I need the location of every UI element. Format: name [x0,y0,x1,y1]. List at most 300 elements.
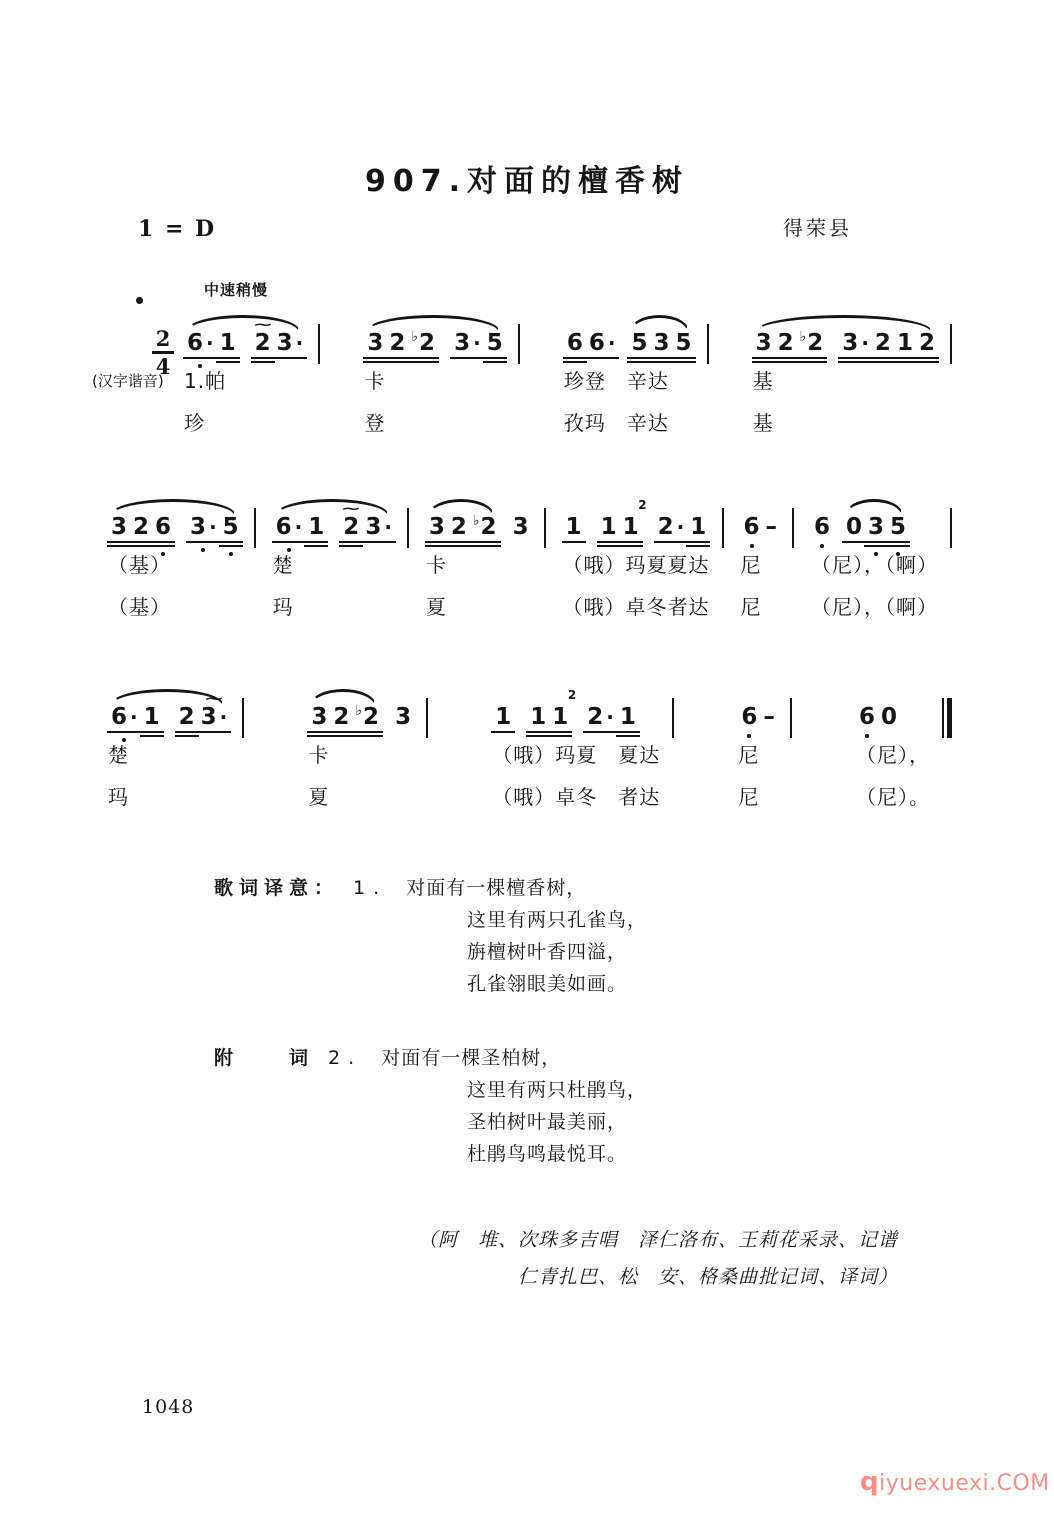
measure [741,496,781,618]
note [798,329,826,356]
notes-row [184,312,306,355]
measure [426,496,532,618]
note [742,516,762,539]
note-digit: 5 [486,330,503,356]
lyric-line-1 [753,370,774,392]
beam-line [304,541,328,543]
note [485,332,505,355]
lyric-line-2 [738,786,759,808]
note-digit: 6 [111,704,128,730]
barline [790,698,792,738]
lyric-text: 楚 [108,743,129,767]
lyric-text: （尼），（啊） [811,553,938,577]
beam-line [175,735,199,737]
beam-line [175,731,199,733]
attribution [418,1222,898,1296]
low-octave-dot [747,734,751,738]
lyric-line-2 [308,786,329,808]
time-signature-denominator: 4 [155,354,171,379]
lyric-line-1 [364,370,385,392]
note-digit: 6 [858,704,875,730]
note [511,516,531,539]
time-signature [152,328,174,377]
lyric-text: 卡 [364,369,386,393]
lyric-line-2 [108,596,171,618]
measure-unit [741,496,795,618]
tempo-marking: 中速稍慢 [204,281,269,299]
measure [856,686,930,808]
attribution-line-2: 仁青扎巴、松 安、格桑曲批记词、译词） [517,1266,898,1288]
note [306,516,326,539]
barline [950,508,952,548]
note-digit: 3 [755,330,772,356]
lyric-text: 孜玛 辛达 [563,411,669,435]
measure [753,312,938,434]
beam-line [304,545,328,547]
note [185,332,216,355]
barline [407,508,409,548]
barline [792,508,794,548]
note-group [273,516,328,539]
note [409,329,437,356]
beam-line [838,361,873,363]
notes-row [738,686,778,729]
augmentation-dot: · [861,331,869,355]
barline [254,508,256,548]
beam-line [886,541,910,543]
note-digit: 3 [190,514,207,540]
note [353,703,381,730]
key-signature: 1 = D [138,216,217,242]
page-title: 907.对面的檀香树 [364,164,690,199]
note-digit: 2 [657,514,674,540]
note [275,332,306,355]
augmentation-dot: · [130,705,138,729]
beam-line [151,545,175,547]
beam-line [216,357,240,359]
beam-line [469,541,501,543]
note [629,332,649,355]
beam-line [140,731,164,733]
note [879,706,899,729]
music-system-1 [92,312,952,435]
note [621,498,647,540]
note-group [753,329,827,356]
beam-line [672,361,696,363]
note [565,332,585,355]
translation-line: 对面有一棵檀香树， [406,877,587,899]
beam-line [450,357,485,359]
note-group [856,706,900,729]
beam-line [616,731,640,733]
lyric-line-2 [741,596,762,618]
appendix-line: 圣柏树叶最美丽， [467,1111,628,1133]
note-digit: 2 [918,330,935,356]
note-digit: 1 [530,704,547,730]
beam-line [361,541,396,543]
augmentation-dot: · [384,515,392,539]
beam-line [838,357,873,359]
beam-line [597,541,621,543]
beam-line [585,357,620,359]
beam-line [219,545,243,547]
measure-unit [856,686,952,808]
lyric-line-1 [564,370,669,392]
lyric-text: （哦）玛夏夏达 [562,553,710,577]
note-group [584,706,639,729]
beam-line [864,541,888,543]
beam-line [915,357,939,359]
measure-unit [108,686,244,808]
note [688,516,708,539]
note-digit: 2 [343,514,360,540]
note [131,516,151,539]
lyric-text: 尼 [740,595,762,619]
lyric-line-2 [563,596,710,618]
watermark: qiyuexuexi.COM [860,1467,1050,1497]
beam-line [447,541,471,543]
note-digit: 1 [600,514,617,540]
beam-line [107,545,131,547]
beam-line [447,545,471,547]
barline-thin [942,698,944,738]
beam-line [491,731,515,733]
beam-line [654,541,689,543]
lyric-line-2 [753,412,774,434]
note-group [738,706,778,729]
low-octave-dot [122,738,126,742]
lyric-line-2 [184,412,205,434]
beam-line [272,541,307,543]
note-group [563,516,585,539]
lyric-text: 玛 [272,595,294,619]
measure [308,686,414,808]
beam-line [597,545,621,547]
note [199,692,230,730]
notes-row [492,686,639,729]
lyric-line-1 [492,744,660,766]
lyric-text: （哦）玛夏 夏达 [492,743,661,767]
note-group [308,703,382,730]
note-digit: 6 [155,514,172,540]
note-digit: 6 [275,514,292,540]
beat-group [492,686,639,729]
notes-row [426,496,532,539]
beam-line [774,361,798,363]
translation-label: 歌词译意： [214,877,340,899]
note-digit: 6 [814,514,831,540]
note-digit: 2 [178,704,195,730]
beam-line [483,357,507,359]
barline-thick [947,698,952,738]
translation-line: 孔雀翎眼美如画。 [467,973,628,995]
beam-line [752,357,776,359]
note-digit: 3 [653,330,670,356]
note-digit: 5 [675,330,692,356]
augmentation-dot: · [606,705,614,729]
measure [564,312,695,434]
note-digit: – [765,514,778,540]
translation-line: 这里有两只孔雀鸟， [467,909,648,931]
beam-line [548,735,572,737]
translation-first-row [214,872,647,904]
time-signature-numerator: 2 [155,326,171,351]
beam-line [339,545,363,547]
beam-line [385,357,409,359]
beam-line [385,361,409,363]
note-digit: 3 [868,514,885,540]
beam-line [363,361,387,363]
note [309,706,329,729]
beat-group [108,496,242,539]
music-system-2 [108,496,952,618]
beam-line [351,731,383,733]
beam-line [183,357,218,359]
beam-line [583,731,618,733]
notes-row [364,312,505,355]
beat-group [308,686,382,729]
note-group [187,516,242,539]
note [599,516,619,539]
note [153,516,173,539]
note [427,516,447,539]
beam-line [216,361,240,363]
beam-line [616,735,640,737]
note-digit: 3 [311,704,328,730]
note [656,516,687,539]
beam-line [796,361,828,363]
beat-group [843,496,909,539]
note-digit: 2 [807,330,824,356]
note [331,706,351,729]
note [873,332,893,355]
attribution-line-1: （阿 堆、次珠多吉唱 泽仁洛布、王莉花采录、记谱 [417,1229,898,1251]
notes-row [563,496,710,539]
beam-line [186,541,221,543]
note-group [392,706,414,729]
augmentation-dot: · [294,515,303,539]
beam-line [197,731,232,733]
note [471,513,499,540]
note [739,706,759,729]
note-group [598,498,647,540]
beat-group [273,496,395,539]
beam-line [886,545,910,547]
lyric-text: 珍登 辛达 [563,369,669,393]
slur-arc-icon [110,499,236,517]
flat-sign-icon: ♭ [355,703,363,719]
beam-line [251,357,275,359]
measure-unit [273,496,409,618]
beat-group [364,312,505,355]
note [674,332,694,355]
lyric-text: 玛 [108,785,129,809]
note-digit: 6 [187,330,204,356]
lyric-line-1 [108,554,171,576]
note-digit: 1 [495,704,512,730]
beam-line [339,541,363,543]
note-group [564,332,619,355]
notes-row [856,686,900,729]
measure [492,686,660,808]
note-digit: 2 [254,330,271,356]
note-digit: 1 [896,330,913,356]
note [587,332,618,355]
note [449,516,469,539]
beat-group [753,312,938,355]
lyric-line-1 [811,554,938,576]
note-digit: 6 [743,514,760,540]
note-group [741,516,781,539]
beat-group [811,496,833,539]
low-octave-dot [201,548,205,552]
beam-line [686,545,710,547]
note [387,332,407,355]
augmentation-dot: · [295,331,304,355]
note [177,706,197,729]
note-digit: 1 [619,704,636,730]
beam-line [107,541,131,543]
note [764,516,780,539]
beam-line [548,731,572,733]
beam-line [649,357,673,359]
note [888,516,908,539]
beam-line [563,357,587,359]
lyric-text: （尼）。 [855,785,930,809]
lyric-text: （哦）卓冬 者达 [492,785,661,809]
note [754,332,774,355]
measure-unit [92,312,320,435]
flat-sign-icon: ♭ [799,329,807,345]
lyric-text: 夏 [425,595,447,619]
note-group [426,513,500,540]
lyric-line-1 [308,744,329,766]
beat-group [564,312,619,355]
note-digit: 0 [880,704,897,730]
lyric-text: （哦）卓冬者达 [562,595,710,619]
note-digit: 2 [450,514,467,540]
translation-line: 旃檀树叶香四溢， [467,941,628,963]
note [218,332,238,355]
lyric-text: 登 [364,411,386,435]
beat-group [426,496,500,539]
beam-line [619,541,643,543]
note [221,516,241,539]
notes-row [741,496,781,539]
note-group [184,332,239,355]
beam-line [774,357,798,359]
note-digit: 1 [552,704,569,730]
note-digit: 3 [367,330,384,356]
note [365,332,385,355]
note-group [655,516,710,539]
note [142,706,162,729]
note-digit: – [763,704,775,730]
beam-line [864,545,888,547]
notes-row [273,496,395,539]
beam-line [307,735,331,737]
flat-sign-icon: ♭ [472,513,480,529]
beat-group [392,686,414,729]
barline [318,324,320,364]
beam-line [686,541,710,543]
augmentation-dot: · [206,331,214,355]
lyric-line-2 [811,596,938,618]
ink-dot [136,297,143,304]
lyric-line-1 [273,554,294,576]
note-digit: 5 [631,330,648,356]
beam-line [627,361,651,363]
measure-unit [492,686,674,808]
measure-unit [811,496,952,618]
measure [273,496,395,618]
grace-note: 2 [638,498,647,512]
appendix-line: 对面有一棵圣柏树， [381,1047,562,1069]
beam-line [619,545,643,547]
measure-unit [308,686,428,808]
notes-row [308,686,414,729]
beat-group [510,496,532,539]
lyric-text: 基 [752,411,774,435]
lyric-line-2 [273,596,294,618]
beam-line [483,361,507,363]
note-digit: 2 [363,704,380,730]
music-system-3 [108,686,952,808]
note-digit: 2 [480,514,497,540]
note [452,332,483,355]
beam-line [129,545,153,547]
note-digit: 3 [111,514,128,540]
beam-line [893,361,917,363]
augmentation-dot: · [209,515,217,539]
note-digit: 0 [846,514,863,540]
beam-line [672,357,696,359]
beam-line [351,735,383,737]
low-octave-dot [865,734,869,738]
note [493,706,513,729]
final-barline [942,698,952,738]
note [812,516,832,539]
note [761,706,777,729]
lyric-text: 卡 [308,743,330,767]
low-octave-dot [287,548,291,552]
beam-line [563,361,587,363]
translation-verse-number: 1 . [353,877,381,899]
beat-group [563,496,710,539]
measure-unit [108,496,256,618]
appendix-label: 附 词 [214,1047,315,1069]
beam-line [915,361,939,363]
measure [811,496,938,618]
low-octave-dot [198,364,202,368]
lyric-line-2 [364,412,385,434]
measure [563,496,710,618]
appendix-lines [214,1074,647,1170]
beam-line [407,357,439,359]
lyric-text: 基 [752,369,774,393]
appendix-verse-number: 2 . [328,1047,356,1069]
note-group [176,692,231,730]
note-digit: 1 [219,330,236,356]
note [776,332,796,355]
measure-unit [364,312,519,434]
lyric-line-1 [108,744,129,766]
barline [544,508,546,548]
note [618,706,638,729]
beam-line [871,357,895,359]
measure [738,686,778,808]
notes-row [108,496,242,539]
